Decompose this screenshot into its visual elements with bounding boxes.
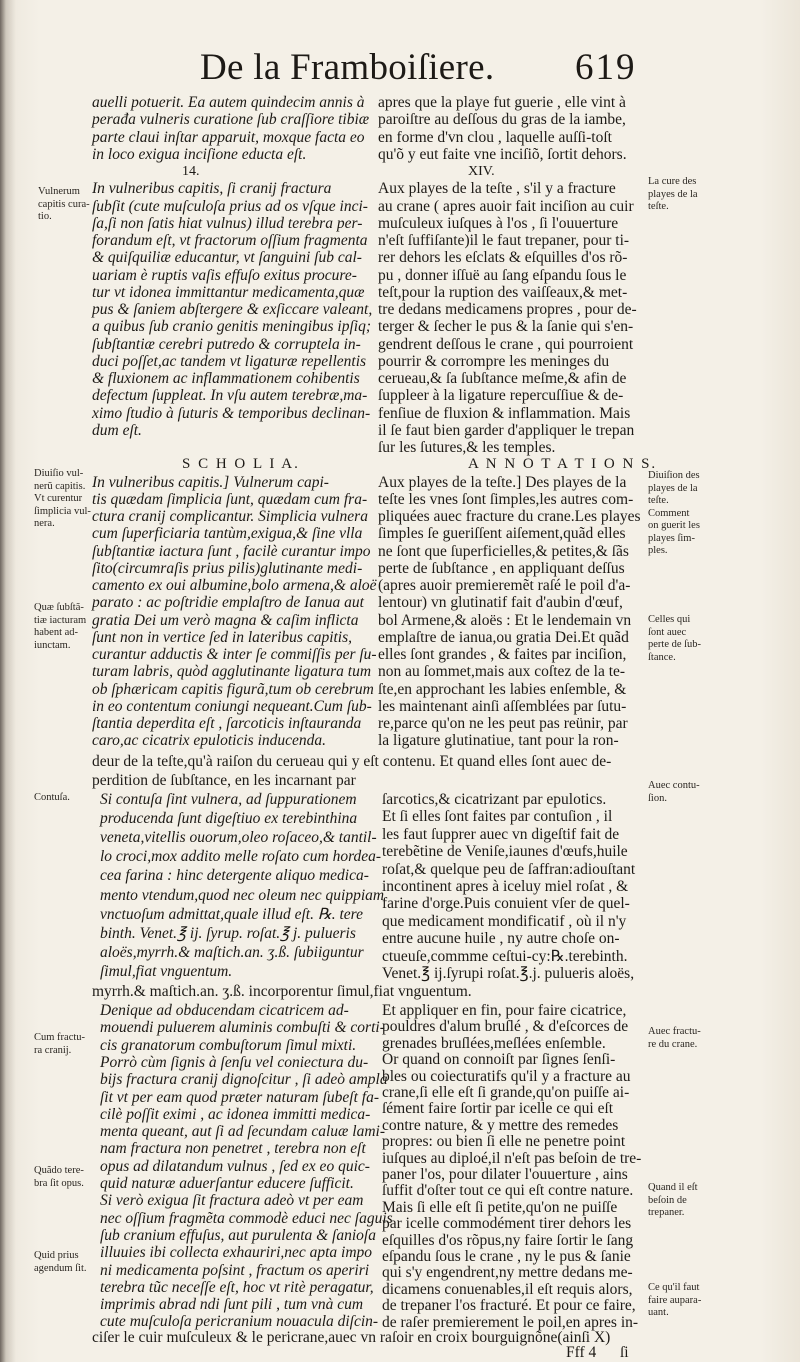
text-line: iuſques au diploé,il n'eſt pas beſoin de tre- (382, 1149, 642, 1167)
text-line: muſculeux iuſques à l'os , ſi l'ouuerture (378, 214, 619, 232)
margin-note-line: faire aupara- (648, 1294, 702, 1306)
margin-note-line: Quãdo tere- (34, 1165, 84, 1176)
margin-note-line: agendum ſit. (34, 1262, 87, 1274)
margin-note-line: Auec fractu- (648, 1026, 701, 1037)
text-line: ſarcotics,& cicatrizant par epulotics. (382, 791, 607, 808)
margin-note-line: trepaner. (648, 1207, 685, 1218)
margin-note-line: Quæ ſubſtã- (34, 602, 84, 613)
text-line: mento vtendum,quod nec oleum nec quippiam (100, 886, 385, 904)
text-line: (apres auoir premieremẽt raſé le poil d'a- (378, 577, 631, 594)
margin-note-line: playes de la (648, 482, 698, 494)
right-margin-note-7 (648, 1282, 701, 1320)
text-line: au crane ( apres auoir fait inciſion au cuir (378, 197, 634, 215)
text-line: paner l'os, pour dilater l'ouuerture , ains (382, 1166, 628, 1183)
text-line: ſtantia deperdita eſt , ſarcoticis inſtauranda (92, 715, 362, 732)
text-line: Si verò exigua ſit fractura adeò vt per eam (100, 1192, 364, 1210)
text-line: par icelle commodément tirer dehors les (382, 1215, 632, 1233)
text-line: contre nature, & y mettre des remedes (382, 1116, 619, 1134)
text-line: entre aucune huile , ny autre choſe on- (382, 930, 620, 948)
text-line: pliquées auec fracture du crane.Les playes (378, 508, 641, 525)
text-line: In vulneribus capitis.] Vulnerum capi- (92, 473, 329, 491)
text-line: ſimul,fiat vnguentum. (100, 962, 233, 980)
text-line: la ligature glutinatiue, tant pour la ron- (378, 732, 619, 750)
text-line: qu'õ y eut faite vne inciſiõ, ſortit dehors. (378, 145, 627, 163)
margin-note-line: on guerit les (648, 520, 700, 531)
margin-note-line: Quid prius (34, 1250, 79, 1261)
margin-note-line: ſimplicia vul- (34, 505, 91, 517)
text-line: il ſe faut bien garder d'appliquer le trepan (378, 421, 635, 439)
text-line: tre dedans medicamens propres , pour de- (378, 301, 637, 318)
right-margin-note-4 (648, 780, 700, 805)
margin-note-line: tiæ iacturam (34, 614, 87, 626)
text-line: ſubſit (cute muſculoſa prius ad os vſque inci- (92, 197, 368, 215)
margin-note-line: iunctam. (34, 639, 71, 651)
margin-note-line: ſtance. (648, 651, 676, 663)
text-line: incontinent apres à iceluy miel roſat , & (382, 878, 629, 895)
text-line: terebẽtine de Veniſe,iaunes d'œufs,huile (382, 843, 628, 861)
text-line: lo croci,mox addito melle roſato cum hordea- (100, 848, 382, 866)
text-line: illuuies ibi collecta exhauriri,nec apta impo (100, 1244, 373, 1262)
text-line: en forme d'vn clou , laquelle auſſi-toſt (378, 128, 612, 146)
text-line: vnctuoſum admittat,quale illud eſt. ℞. tere (100, 905, 364, 923)
margin-note-line: nerũ capitis. (34, 480, 86, 492)
text-line: que medicament mondificatif , où il n'y (382, 912, 627, 930)
text-line: terger & ſecher le pus & la ſanie qui s'en- (378, 318, 634, 336)
margin-note-line: Auec contu- (648, 780, 700, 791)
margin-note-line: playes ſim- (648, 532, 695, 544)
text-line: parte claui inſtar apparuit, moxque facta eo (92, 128, 365, 146)
text-line: ximo ſtudio à ſuturis & temporibus declinan- (92, 404, 371, 422)
text-line: mouendi puluerem aluminis combuſti & corti- (100, 1019, 385, 1037)
text-line: ſunt non in vertice ſed in lateribus capitis, (92, 628, 353, 646)
margin-note-line: ſont auec (648, 626, 687, 638)
margin-note-line: Vulnerum (38, 186, 80, 197)
margin-note-line: uant. (648, 1307, 669, 1318)
text-line: terebra tũc neceſſe eſt, hoc vt ritè peragatur, (100, 1278, 374, 1296)
text-line: uariam è ruptis vaſis effuſo exitus procure- (92, 266, 357, 284)
right-margin-note-1 (648, 176, 698, 214)
margin-note-line: Diuiſion des (648, 470, 700, 481)
right-margin-note-5 (648, 1026, 701, 1051)
margin-note-line: Ce qu'il faut (648, 1282, 700, 1293)
text-line: eſpandu ſous le crane , ny le pus & ſanie (382, 1248, 631, 1265)
text-line: crane,ſi elle eſt ſi grande,qu'on puiſſe ai- (382, 1084, 630, 1101)
text-line: producenda ſunt digeſtiuo ex terebinthina (100, 810, 358, 828)
text-line: Porrò cùm ſignis à ſenſu vel coniectura du- (100, 1053, 369, 1071)
margin-note-line: Contuſa. (34, 792, 70, 803)
text-line: de trepaner l'os fracturé. Et pour ce faire, (382, 1297, 636, 1315)
text-line: cerueau,& ſa ſubſtance meſme,& afin de (378, 370, 627, 387)
margin-note-line: bra ſit opus. (34, 1177, 84, 1189)
page-header (0, 40, 800, 90)
left-margin-note-6 (34, 1165, 84, 1190)
margin-note-line: Comment (648, 507, 690, 519)
margin-note-line: nera. (34, 518, 55, 529)
margin-note-line: habent ad- (34, 627, 79, 638)
left-margin-note-5 (34, 1032, 85, 1057)
text-line: eſquilles d'os rõpus,ny faire ſortir le ſang (382, 1231, 634, 1249)
text-line: teſt,pour la ruption des vaiſſeaux,& met- (378, 283, 628, 301)
text-line: nec oſſium fragmẽta commodè educi nec ſaguis (100, 1209, 393, 1227)
text-line: Mais ſi elle eſt ſi petite,qu'on ne puiſſe (382, 1198, 618, 1216)
text-line: opus ad dilatandum vulnus , ſed ex eo quic- (100, 1157, 370, 1175)
spanning-line: ciſer le cuir muſculeux & le pericrane,auec vn raſoir en croix bourguignõne(ainſi X) (92, 1329, 611, 1346)
text-line: in eo contentum coniungi nequeant.Cum ſub- (92, 697, 372, 715)
text-line: turam labris, quòd agglutinante ligatura tum (92, 663, 372, 681)
margin-note-line: Quand il eſt (648, 1182, 698, 1193)
text-line: de raſer premierement le poil,en apres in- (382, 1313, 639, 1331)
text-line: dum eſt. (92, 421, 142, 439)
text-line: elles ſont grandes , & faites par inciſion, (378, 646, 627, 663)
text-line: rer dehors les eſclats & eſquilles d'os rõ- (378, 249, 628, 267)
text-line: In vulneribus capitis, ſi cranij fractura (92, 180, 332, 198)
margin-note-line: ſion. (648, 792, 667, 804)
left-margin-note-3 (34, 602, 86, 652)
text-line: bol Armene,& aloës : Et le lendemain vn (378, 611, 632, 629)
text-line: les maintenant ainſi aſſemblées par ſutu- (378, 697, 627, 715)
text-line: qui s'y engendrent,ny mettre dedans me- (382, 1264, 633, 1282)
margin-note-line: Vt curentur (34, 493, 83, 504)
spanning-line: myrrh.& maſtich.an. ʒ.ß. incorporentur ſimul,fiat vnguentum. (92, 983, 472, 1000)
text-line: cea farina : hinc detergente aliquo medica- (100, 867, 369, 885)
text-line: re,parce qu'on ne les peut pas reünir, par (378, 715, 628, 732)
spanning-line: perdition de ſubſtance, en les incarnant par (92, 772, 356, 789)
text-line: ſub cranium effuſus, aut purulenta & ſanioſa (100, 1226, 376, 1244)
margin-note-line: tio. (38, 211, 52, 222)
text-line: camento ex oui albumine,bolo armena,& aloë (92, 577, 377, 594)
text-line: cum ſuperficiaria tantùm,exigua,& ſine vlla (92, 525, 363, 543)
text-line: gratia Dei um verò magna & caſim inflicta (92, 611, 359, 629)
margin-note-line: Cum fractu- (34, 1032, 86, 1043)
left-margin-note-1 (38, 186, 90, 224)
text-line: & quiſquiliæ educantur, vt ſanguini ſub cal- (92, 249, 362, 267)
text-line: fenſiue de fluxion & inflammation. Mais (378, 404, 631, 422)
margin-note-line: teſte. (648, 201, 669, 212)
text-line: bijs fractura cranij dignoſcitur , ſi adeò ampla (100, 1071, 388, 1089)
text-line: imprimis abrad ndi ſunt pili , tum vnà cum (100, 1296, 364, 1314)
left-margin-note-4 (34, 792, 70, 805)
margin-note-line: La cure des (648, 176, 697, 187)
text-line: menta queant, aut ſi ad ſecundam caluæ lami- (100, 1123, 385, 1141)
text-line: Denique ad obducendam cicatricem ad- (100, 1002, 349, 1019)
text-line: les faut ſupprer auec vn digeſtif fait de (382, 825, 620, 843)
text-line: a quibus ſub cranio genitis meningibus ipſiq; (92, 318, 371, 336)
right-margin-note-3 (648, 614, 701, 664)
text-line: ſubſtantiæ iactura ſunt , facilè curantur impo (92, 542, 371, 560)
text-line: lentour) vn glutinatif fait d'aubin d'œuf, (378, 594, 623, 612)
spanning-line: deur de la teſte,qu'à raiſon du cerueau qui y eſt contenu. Et quand elles ſont auec de- (92, 753, 612, 770)
text-line: n'eſt ſuffiſante)il le faut trepaner, pour ti- (378, 232, 630, 249)
text-line: propres: ou bien ſi elle ne penetre point (382, 1133, 626, 1151)
text-line: ſito(circumraſis prius pilis)glutinante medi- (92, 559, 363, 577)
text-line: ſubſtantiæ cerebri putredo & corruptela in- (92, 335, 361, 353)
text-line: apres que la playe fut guerie , elle vint à (378, 94, 626, 111)
margin-note-line: beſoin de (648, 1194, 687, 1206)
text-line: ni medicamenta poſsint , fractum os aperiri (100, 1261, 370, 1279)
text-line: non au ſommet,mais aux coſtez de la te- (378, 663, 626, 681)
text-line: tur vt idonea immittantur medicamenta,quæ (92, 283, 365, 301)
text-line: teſte les vnes ſont ſimples,les autres com- (378, 490, 634, 508)
margin-note-line: perte de ſub- (648, 639, 702, 650)
text-line: Et ſi elles ſont faites par contuſion , il (382, 808, 613, 826)
text-line: in loco exigua inciſione educta eſt. (92, 145, 307, 163)
text-line: quid naturæ aduerſantur educere ſufficit. (100, 1175, 354, 1192)
text-line: ne ſont que ſuperficielles,& petites,& ſãs (378, 542, 629, 560)
text-line: caro,ac cicatrix epuloticis inducenda. (92, 732, 327, 750)
text-line: pu , donner iſſuë au ſang eſpandu ſous le (378, 266, 627, 284)
text-line: roſat,& quelque peu de ſaffran:adiouſtant (382, 860, 636, 878)
left-margin-note-2 (34, 468, 91, 531)
signature-mark: Fff 4 (566, 1344, 597, 1361)
text-line: ctura cranij complicantur. Simplicia vulnera (92, 508, 368, 525)
margin-note-line: Diuiſio vul- (34, 468, 84, 479)
text-line: aloës,myrrh.& maſtich.an. ʒ.ß. ſubiiguntur (100, 943, 364, 961)
text-line: & fluxionem ac inflammationem cohibentis (92, 370, 360, 387)
text-line: Or quand on connoiſt par ſignes ſenſi- (382, 1051, 616, 1069)
margin-note-line: ra cranij. (34, 1044, 72, 1056)
margin-note-line: playes de la (648, 188, 698, 200)
text-line: nam fractura non penetret , terebra non eſt (100, 1140, 366, 1158)
margin-note-line: teſte. (648, 495, 669, 506)
text-line: XIV. (468, 164, 495, 179)
right-margin-note-6 (648, 1182, 698, 1220)
text-line: Venet.℥ ij.ſyrupi roſat.℥.j. pulueris aloës, (382, 965, 635, 982)
text-line: ſimples ſe gueriſſent aiſement,quãd elles (378, 525, 626, 543)
text-line: ob ſphæricam capitis figurã,tum ob cerebrum (92, 680, 374, 698)
text-line: duci poſſet,ac tandem vt ligaturæ repellentis (92, 352, 367, 370)
text-line: auelli potuerit. Ea autem quindecim annis à (92, 94, 365, 111)
text-line: Aux playes de la teſte , s'il y a fracture (378, 180, 616, 198)
text-line: ſa,ſi non ſatis hiat vulnus) illud terebra per- (92, 214, 363, 232)
running-title: De la Framboiſiere. (200, 47, 495, 88)
text-line: perađa vulneris curatione ſub craſſiore tibiæ (92, 111, 370, 129)
text-line: ſte,en approchant les labies enſemble, & (378, 680, 627, 698)
text-line: Aux playes de la teſte.] Des playes de la (378, 473, 627, 491)
margin-note-line: re du crane. (648, 1038, 698, 1050)
text-line: pouldres d'alum bruſlé , & d'eſcorces de (382, 1018, 629, 1036)
text-line: ſément faire ſortir par icelle ce qui eſt (382, 1100, 614, 1118)
text-line: S C H O L I A. (182, 456, 300, 473)
right-margin-note-2 (648, 470, 700, 558)
text-line: ſur les ſutures,& les temples. (378, 439, 556, 456)
text-line: perte de ſubſtance , en appliquant deſſus (378, 559, 625, 577)
text-line: ſit vt per eam quod præter naturam ſubeſt fa- (100, 1088, 379, 1106)
text-line: ſuppleer à la ligature repercuſſiue & de- (378, 387, 624, 405)
text-line: farine d'orge.Puis conuient vſer de quel- (382, 895, 630, 913)
text-line: curantur adductis & inter ſe commiſſis per ſu- (92, 646, 377, 663)
text-line: forandum eſt, vt fractorum oſſium fragmenta (92, 232, 368, 249)
text-line: defectum ſuppleat. In vſu autem terebræ,ma- (92, 387, 368, 405)
text-line: dicamens conuenables,il eſt requis alors, (382, 1280, 633, 1298)
text-line: Si contuſa ſint vulnera, ad ſuppurationem (100, 791, 357, 808)
text-line: cute muſculoſa pericranium nouacula diſcin- (100, 1313, 379, 1331)
text-line: cis granatorum combuſtorum ſimul mixti. (100, 1036, 357, 1054)
text-line: ctueuſe,commme ceſtui-cy:℞.terebinth. (382, 947, 628, 965)
catchword: ſi (620, 1344, 629, 1361)
text-line: veneta,vitellis ouorum,oleo roſaceo,& tantil- (100, 829, 377, 847)
text-line: cilè poſſit eximi , ac idonea immitti medica- (100, 1105, 371, 1123)
margin-note-line: Celles qui (648, 614, 691, 625)
text-line: emplaſtre de ianua,ou gratia Dei.Et quãd (378, 628, 629, 646)
text-line: bles ou coiecturatifs qu'il y a fracture au (382, 1067, 631, 1085)
text-line: pus & ſaniem abſtergere & exſiccare valeant, (92, 301, 373, 318)
text-line: pourrir & corrompre les meninges du (378, 352, 610, 370)
margin-note-line: ples. (648, 545, 668, 556)
text-line: A N N O T A T I O N S. (468, 456, 658, 473)
margin-note-line: capitis cura- (38, 198, 90, 210)
text-line: ſuffit d'oſter tout ce qui eſt contre nature. (382, 1182, 634, 1200)
text-line: gendrent deſſous le crane , qui pourroient (378, 335, 634, 353)
text-line: Et appliquer en fin, pour faire cicatrice, (382, 1002, 627, 1019)
text-line: grenades bruſlées,meſlées enſemble. (382, 1034, 606, 1052)
text-line: binth. Venet.℥ ij. ſyrup. roſat.℥ j. pulueris (100, 924, 356, 942)
left-margin-note-7 (34, 1250, 87, 1275)
page-number: 619 (575, 47, 637, 88)
text-line: tis quædam ſimplicia ſunt, quædam cum fra- (92, 490, 368, 508)
text-line: 14. (182, 164, 200, 179)
text-line: paroiſtre au deſſous du gras de la iambe, (378, 111, 626, 129)
text-line: parato : ac poſtridie emplaſtro de Ianua aut (92, 594, 364, 612)
